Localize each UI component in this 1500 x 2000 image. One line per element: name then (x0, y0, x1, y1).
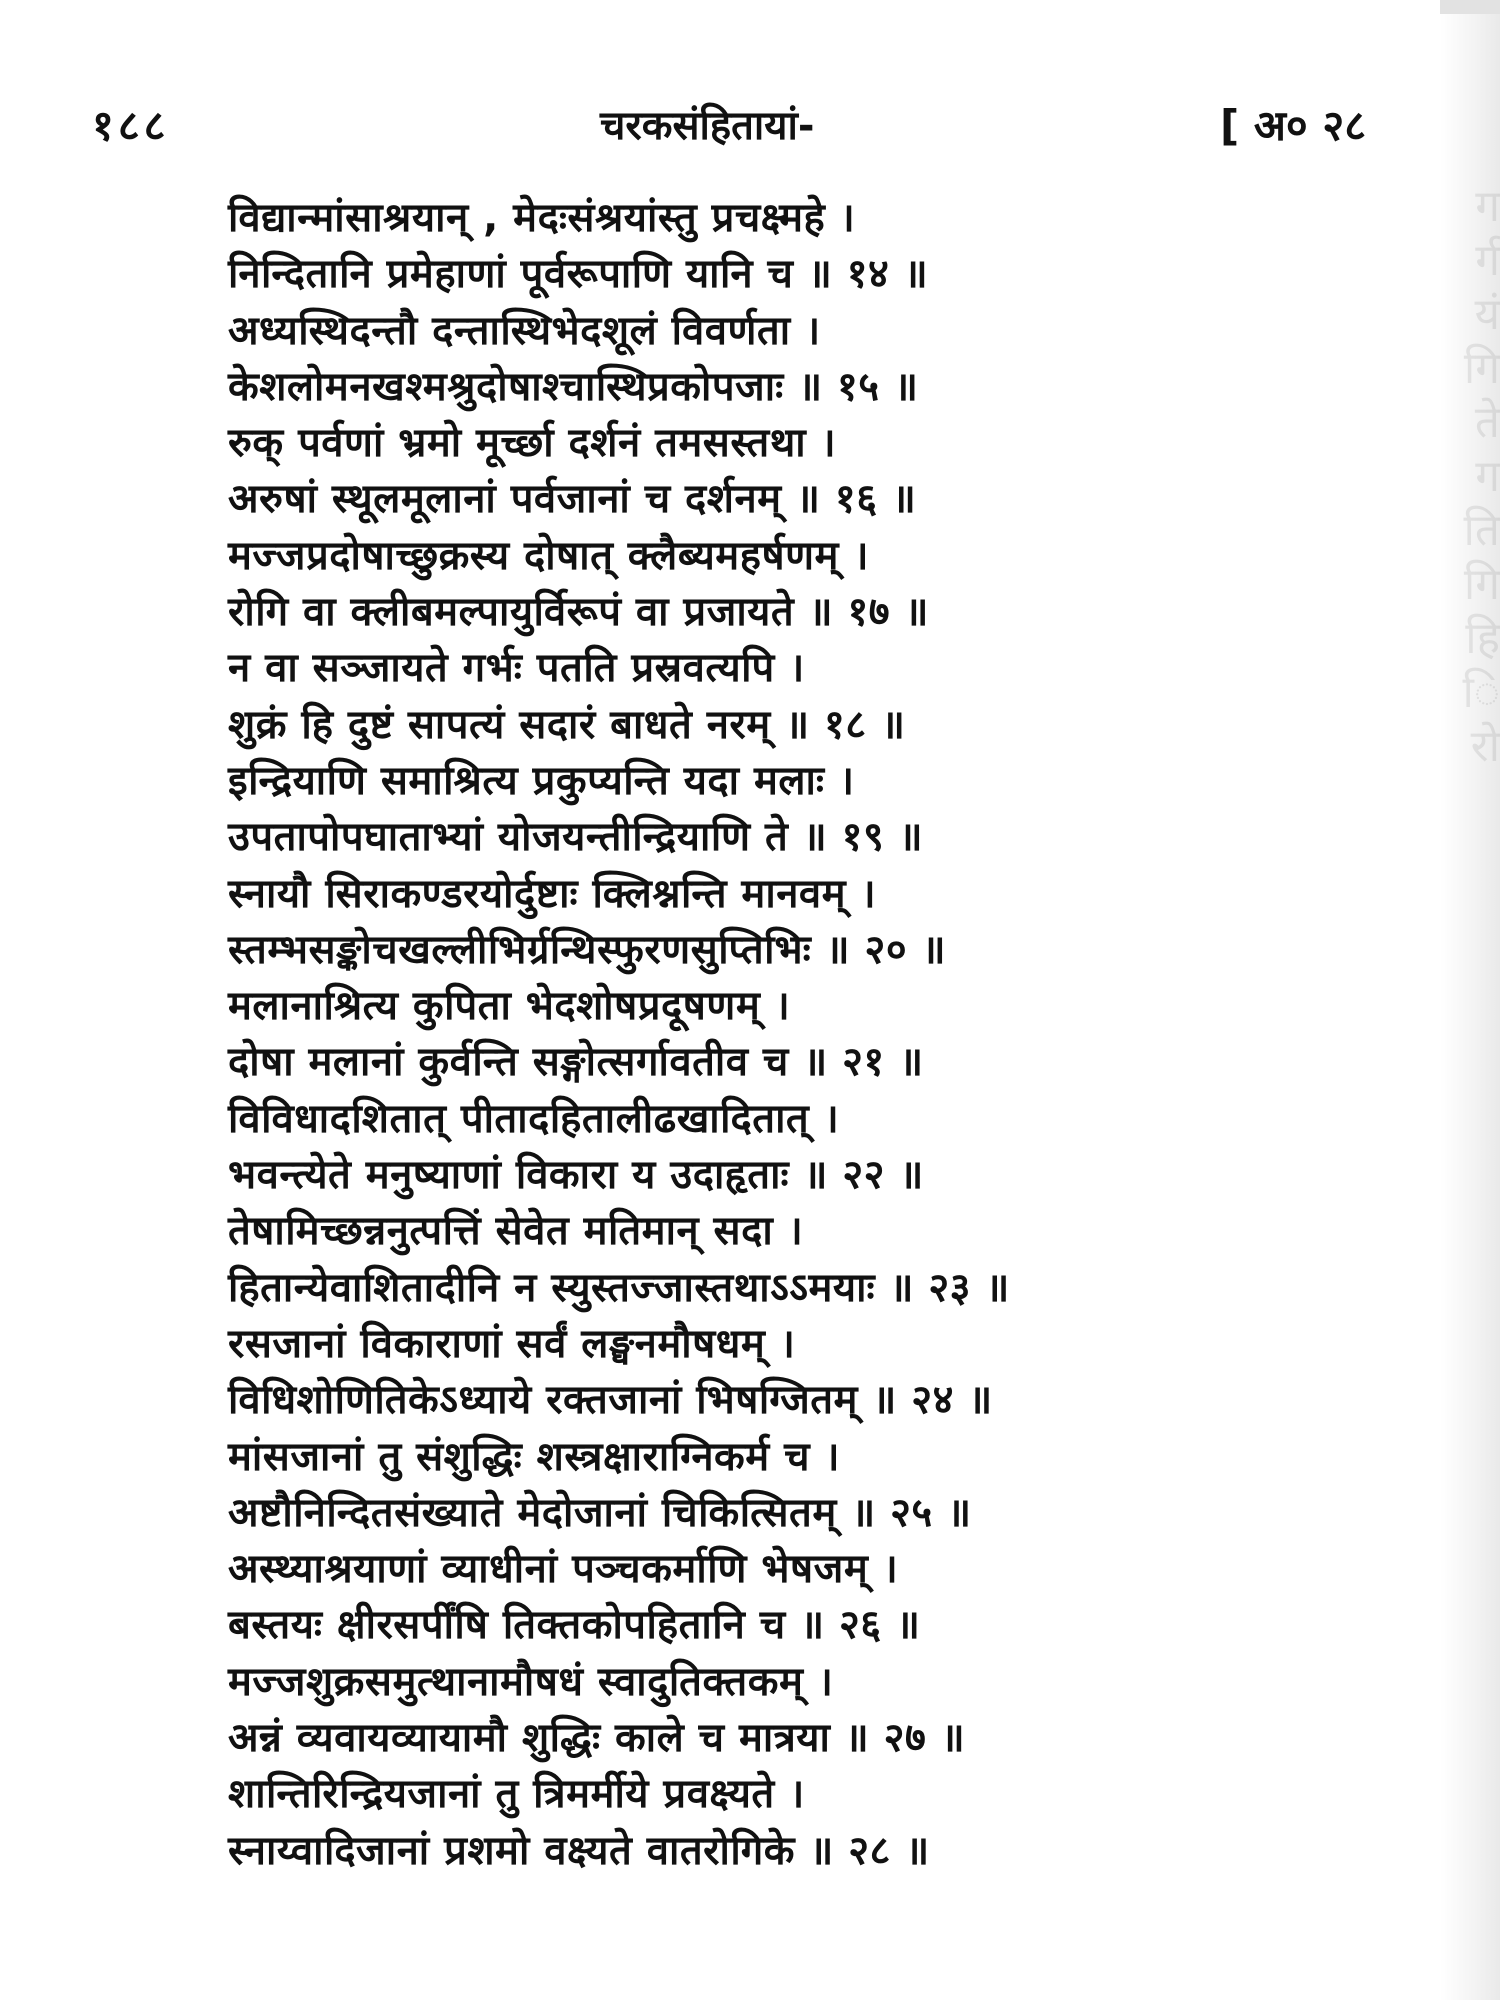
verse-line: रुक् पर्वणां भ्रमो मूर्च्छा दर्शनं तमसस्तथा । (228, 420, 837, 467)
bleed-fragment: ग (1475, 451, 1500, 502)
bleed-fragment: ते (1474, 397, 1500, 448)
verse-line: उपतापोपघाताभ्यां योजयन्तीन्द्रियाणि ते ॥ १९ ॥ (228, 814, 924, 861)
verse-line: शान्तिरिन्द्रियजानां तु त्रिमर्मीये प्रवक्ष्यते । (228, 1771, 805, 1818)
verse-line: इन्द्रियाणि समाश्रित्य प्रकुप्यन्ति यदा मलाः । (228, 757, 855, 804)
chapter-reference: [ अ० २८ (1220, 101, 1367, 150)
bleed-fragment: हि (1465, 613, 1500, 664)
running-title: चरकसंहितायां- (600, 103, 815, 149)
verse-line: स्नाय्वादिजानां प्रशमो वक्ष्यते वातरोगिके ॥ २८ ॥ (228, 1827, 930, 1874)
verse-line: भवन्त्येते मनुष्याणां विकारा य उदाहृताः ॥ २२ ॥ (228, 1152, 924, 1199)
verse-line: स्नायौ सिराकण्डरयोर्दुष्टाः क्लिश्नन्ति मानवम् । (228, 870, 877, 917)
page-header (0, 96, 1500, 156)
verse-line: हितान्येवाशितादीनि न स्युस्तज्जास्तथाऽऽमयाः ॥ २३ ॥ (228, 1264, 1010, 1311)
verse-line: बस्तयः क्षीरसर्पींषि तिक्तकोपहितानि च ॥ २६ ॥ (228, 1602, 921, 1649)
facing-page-bleed-text (1440, 180, 1500, 1200)
verse-line: विद्यान्मांसाश्रयान् , मेदःसंश्रयांस्तु प्रचक्ष्महे । (228, 195, 856, 241)
bleed-fragment: ग (1475, 181, 1500, 232)
verse-line: अष्टौनिन्दितसंख्याते मेदोजानां चिकित्सितम् ॥ २५ ॥ (228, 1489, 972, 1536)
verse-line: अध्यस्थिदन्तौ दन्तास्थिभेदशूलं विवर्णता । (228, 307, 821, 354)
verse-line: मज्जशुक्रसमुत्थानामौषधं स्वादुतिक्तकम् । (228, 1658, 834, 1705)
verse-line: निन्दितानि प्रमेहाणां पूर्वरूपाणि यानि च ॥ १४ ॥ (228, 251, 929, 298)
verse-line: न वा सञ्जायते गर्भः पतति प्रस्रवत्यपि । (228, 645, 805, 692)
verse-line: शुक्रं हि दुष्टं सापत्यं सदारं बाधते नरम् ॥ १८ ॥ (228, 701, 906, 748)
verse-line: रोगि वा क्लीबमल्पायुर्विरूपं वा प्रजायते ॥ १७ ॥ (228, 589, 929, 636)
bleed-fragment: ि (1462, 667, 1500, 718)
verse-line: अस्थ्याश्रयाणां व्याधीनां पञ्चकर्माणि भेषजम् । (228, 1546, 899, 1593)
verse-line: अन्नं व्यवायव्यायामौ शुद्धिः काले च मात्रया ॥ २७ ॥ (228, 1715, 966, 1762)
verse-line: मलानाश्रित्य कुपिता भेदशोषप्रदूषणम् । (228, 983, 791, 1030)
verse-line: रसजानां विकाराणां सर्वं लङ्घनमौषधम् । (228, 1320, 796, 1367)
page-number: १८८ (92, 101, 170, 150)
verse-line: विविधादशितात् पीतादहितालीढखादितात् । (228, 1095, 840, 1142)
verse-line: मज्जप्रदोषाच्छुक्रस्य दोषात् क्लैब्यमहर्षणम् । (228, 532, 870, 579)
verse-line: दोषा मलानां कुर्वन्ति सङ्गोत्सर्गावतीव च ॥ २१ ॥ (228, 1039, 924, 1086)
facing-page-corner (1440, 0, 1500, 14)
bleed-fragment: ति (1463, 505, 1500, 556)
bleed-fragment: गि (1463, 343, 1500, 394)
verse-line: विधिशोणितिकेऽध्याये रक्तजानां भिषग्जितम् ॥ २४ ॥ (228, 1377, 993, 1424)
bleed-fragment: यं (1474, 289, 1500, 340)
verse-line: अरुषां स्थूलमूलानां पर्वजानां च दर्शनम् ॥ १६ ॥ (228, 476, 917, 523)
verse-block (228, 190, 1378, 1879)
bleed-fragment: रो (1470, 721, 1500, 772)
verse-line: तेषामिच्छन्ननुत्पत्तिं सेवेत मतिमान् सदा । (228, 1208, 804, 1255)
verse-line: स्तम्भसङ्कोचखल्लीभिर्ग्रन्थिस्फुरणसुप्तिभिः ॥ २० ॥ (228, 926, 947, 973)
verse-line: मांसजानां तु संशुद्धिः शस्त्रक्षाराग्निकर्म च । (228, 1433, 841, 1480)
bleed-fragment: र्ग (1475, 235, 1500, 286)
bleed-fragment: गि (1463, 559, 1500, 610)
verse-line: केशलोमनखश्मश्रुदोषाश्चास्थिप्रकोपजाः ॥ १५ ॥ (228, 363, 919, 410)
